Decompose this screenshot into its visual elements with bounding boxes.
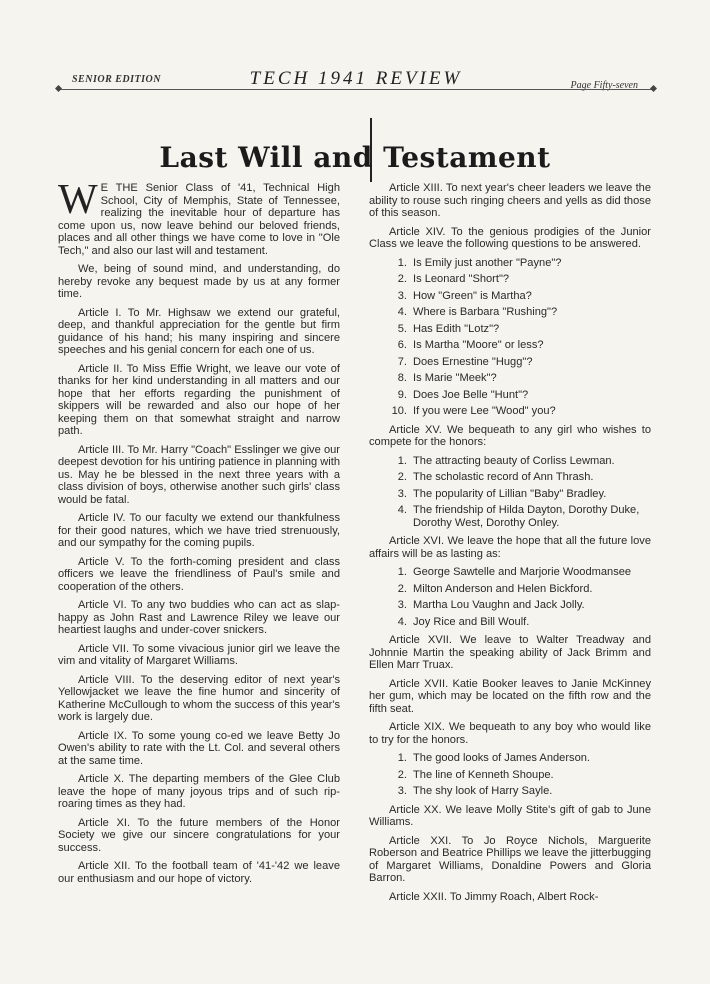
list-item [369, 785, 651, 798]
list-item-text: The line of Kenneth Shoupe. [413, 768, 554, 781]
edition-label: SENIOR EDITION [72, 74, 161, 85]
list-item-text: Does Joe Belle "Hunt"? [413, 388, 529, 401]
list-item-text: Martha Lou Vaughn and Jack Jolly. [413, 599, 585, 611]
list-item-number: 9. [397, 388, 407, 401]
list-item-number: 1. [397, 256, 407, 269]
list-item-number: 3. [397, 487, 407, 500]
article-xvi: Article XVI. We leave the hope that all the future love affairs will be as lasting as: [369, 535, 651, 560]
honors-boys-list [369, 752, 651, 798]
list-item-text: The scholastic record of Ann Thrash. [413, 471, 594, 483]
list-item-number: 1. [397, 566, 407, 578]
list-item-text: The good looks of James Anderson. [413, 752, 590, 764]
article-xxii: Article XXII. To Jimmy Roach, Albert Rock- [389, 890, 599, 903]
list-item [369, 488, 651, 501]
list-item-number: 6. [397, 339, 407, 351]
left-column [58, 177, 340, 891]
publication-title: TECH 1941 REVIEW [249, 68, 463, 89]
list-item-number: 1. [397, 752, 407, 764]
list-item [369, 769, 651, 782]
article-ii: Article II. To Miss Effie Wright, we leave our vote of thanks for her kind understanding in all matters and our hope that her efforts regarding the punishment of skippers will be rewarded and also our hope of her keeping them on that somewhat straight and narrow path. [58, 362, 340, 437]
list-item [369, 599, 651, 612]
article-xv: Article XV. We bequeath to any girl who wishes to compete for the honors: [369, 423, 651, 448]
list-item-number: 7. [397, 355, 407, 368]
right-column [369, 182, 651, 909]
list-item-text: George Sawtelle and Marjorie Woodmansee [413, 566, 632, 578]
list-item [369, 323, 651, 336]
list-item-text: Where is Barbara "Rushing"? [413, 306, 558, 318]
list-item [369, 616, 651, 629]
list-item-number: 10. [391, 405, 407, 417]
list-item-text: Is Emily just another "Payne"? [413, 256, 562, 269]
list-item-text: How "Green" is Martha? [413, 289, 532, 302]
list-item [369, 405, 651, 418]
article-v: Article V. To the forth-coming president and class officers we leave the friendliness of Paul's smile and cooperation of the others. [58, 555, 340, 593]
list-item-number: 4. [397, 615, 407, 628]
article-viii: Article VIII. To the deserving editor of next year's Yellowjacket we leave the fine humor and sincerity of Katherine McCullough to whom the success of this year's work is largely due. [58, 673, 340, 723]
list-item-number: 8. [397, 372, 407, 384]
article-iii: Article III. To Mr. Harry "Coach" Esslinger we give our deepest devotion for his untiring patience in planning with us. May he be blessed in the next three years with a class division of boys, otherwise another such girls' class would be fatal. [58, 443, 340, 506]
list-item-number: 2. [397, 471, 407, 483]
list-item-number: 5. [397, 322, 407, 335]
article-xviii: Article XVII. Katie Booker leaves to Janie McKinney her gum, which may be located on the fifth row and the fifth seat. [369, 677, 651, 715]
article-xix: Article XIX. We bequeath to any boy who would like to try for the honors. [369, 721, 651, 746]
list-item-number: 2. [397, 582, 407, 595]
list-item-number: 4. [397, 306, 407, 318]
paragraph: We, being of sound mind, and understanding, do hereby revoke any bequest made by us at any former time. [58, 263, 340, 300]
list-item [369, 752, 651, 765]
questions-list [369, 257, 651, 418]
list-item-text: The popularity of Lillian "Baby" Bradley. [413, 487, 607, 500]
header-rule [58, 89, 654, 90]
list-item [369, 273, 651, 286]
list-item [369, 372, 651, 385]
list-item [369, 306, 651, 319]
article-vii: Article VII. To some vivacious junior girl we leave the vim and vitality of Margaret Williams. [58, 642, 340, 667]
list-item-text: The friendship of Hilda Dayton, Dorothy Duke, Dorothy West, Dorothy Onley. [413, 504, 640, 529]
page-title: Last Will and Testament [159, 141, 551, 174]
list-item-text: Is Marie "Meek"? [413, 372, 497, 384]
list-item-number: 1. [397, 454, 407, 467]
page-header [58, 68, 654, 96]
list-item-number: 3. [397, 785, 407, 797]
list-item-text: Does Ernestine "Hugg"? [413, 355, 533, 368]
list-item-number: 3. [397, 289, 407, 302]
article-xxi: Article XXI. To Jo Royce Nichols, Marguerite Roberson and Beatrice Phillips we leave the jitterbugging of Margaret Williams, Donaldine Powers and Gloria Barron. [369, 834, 651, 884]
article-xx: Article XX. We leave Molly Stite's gift of gab to June Williams. [369, 803, 651, 828]
article-xi: Article XI. To the future members of the Honor Society we give our sincere congratulations for your success. [58, 816, 340, 854]
article-iv: Article IV. To our faculty we extend our thankfulness for their good natures, which we have tried strenuously, and our sympathy for the coming pupils. [58, 512, 340, 549]
article-ix: Article IX. To some young co-ed we leave Betty Jo Owen's ability to rate with the Lt. Col. and several others at the same time. [58, 729, 340, 767]
drop-cap: W [58, 177, 98, 223]
list-item [369, 504, 651, 529]
list-item-text: If you were Lee "Wood" you? [413, 405, 556, 417]
list-item-text: Milton Anderson and Helen Bickford. [413, 582, 593, 595]
love-affairs-list [369, 566, 651, 628]
list-item [369, 471, 651, 484]
list-item-number: 2. [397, 273, 407, 285]
list-item [369, 339, 651, 352]
intro-paragraph: W E THE Senior Class of '41, Technical High School, City of Memphis, State of Tennessee, realizing the inevitable hour of departure has come upon us, now leave behind our beloved friends, places and all other things we have come to love in "Ole Tech," and also our last will and testament. [58, 177, 340, 257]
list-item-text: The shy look of Harry Sayle. [413, 785, 553, 797]
page-number: Page Fifty-seven [570, 80, 638, 91]
article-vi: Article VI. To any two buddies who can act as slap-happy as John Rast and Lawrence Riley we leave our heartiest laughs and under-cover snickers. [58, 599, 340, 636]
header-ornament-right-icon [650, 85, 657, 92]
article-xvii: Article XVII. We leave to Walter Treadway and Johnnie Martin the speaking ability of Jack Brimm and Ellen Marr Truax. [369, 634, 651, 671]
list-item-number: 2. [397, 768, 407, 781]
list-item [369, 583, 651, 596]
list-item-number: 3. [397, 599, 407, 611]
list-item-text: Has Edith "Lotz"? [413, 322, 500, 335]
header-ornament-left-icon [55, 85, 62, 92]
article-xiii: Article XIII. To next year's cheer leaders we leave the ability to rouse such ringing cheers and yells as did those of this season. [369, 182, 651, 219]
list-item-text: Joy Rice and Bill Woulf. [413, 615, 530, 628]
list-item [369, 566, 651, 579]
article-i: Article I. To Mr. Highsaw we extend our grateful, deep, and thankful appreciation for the gentle but firm guidance of his hand; his many inspiring and sincere speeches and his genial concern for each one of us. [58, 306, 340, 356]
article-x: Article X. The departing members of the Glee Club leave the hope of many joyous trips and of such rip-roaring times as they had. [58, 773, 340, 810]
article-xiv: Article XIV. To the genious prodigies of the Junior Class we leave the following questions to be answered. [369, 225, 651, 250]
list-item [369, 356, 651, 369]
list-item [369, 257, 651, 270]
list-item-text: The attracting beauty of Corliss Lewman. [413, 454, 615, 467]
list-item [369, 455, 651, 468]
honors-girls-list [369, 455, 651, 530]
list-item-text: Is Martha "Moore" or less? [413, 339, 544, 351]
article-xii: Article XII. To the football team of '41-'42 we leave our enthusiasm and our hope of victory. [58, 860, 340, 885]
list-item-number: 4. [397, 504, 407, 516]
list-item [369, 389, 651, 402]
list-item-text: Is Leonard "Short"? [413, 273, 510, 285]
list-item [369, 290, 651, 303]
